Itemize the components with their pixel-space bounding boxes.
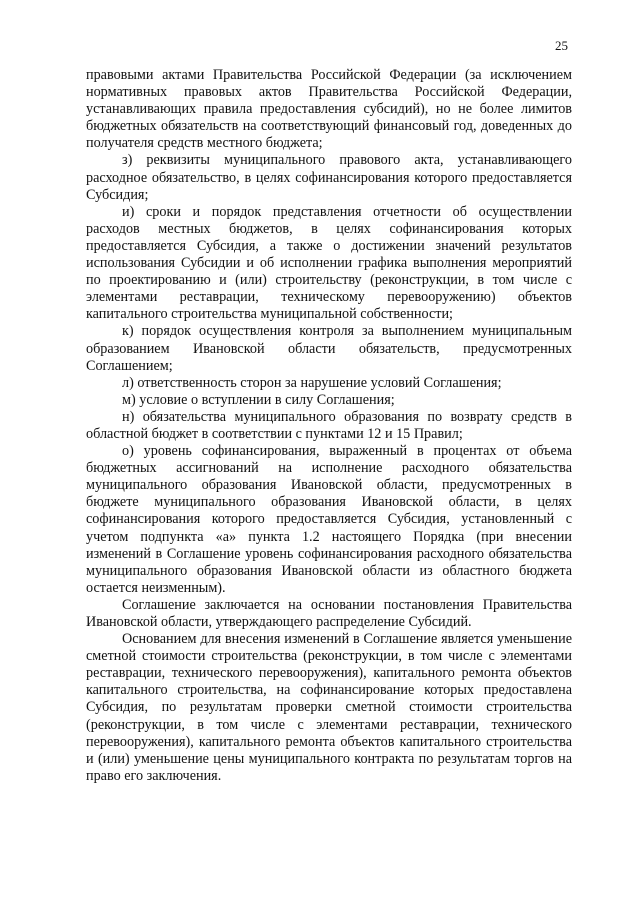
paragraph-budget-limits: правовыми актами Правительства Российской Федерации (за исключением нормативных правовых актов Правительства Российской Федерации, устанавливающих правила предоставления субсидий), но не более лимитов бюджетных обязательств на соответствующий финансовый год, доведенных до получателя средств местного бюджета; [86, 67, 572, 152]
paragraph-item-n: н) обязательства муниципального образования по возврату средств в областной бюджет в соответствии с пунктами 12 и 15 Правил; [86, 408, 572, 442]
paragraph-item-l: л) ответственность сторон за нарушение условий Соглашения; [122, 374, 502, 391]
paragraph-amendment-grounds: Основанием для внесения изменений в Соглашение является уменьшение сметной стоимости строительства (реконструкции, в том числе с элементами реставрации, технического перевооружения), капитального ремонта объектов капитального строительства, на софинансирование которых предоставлена Субсидия, по результатам проверки сметной стоимости строительства (реконструкции, в том числе с элементами реставрации, технического перевооружения), капитального ремонта объектов капитального строительства и (или) уменьшение цены муниципального контракта по результатам торгов на право его заключения. [86, 631, 572, 784]
paragraph-item-m: м) условие о вступлении в силу Соглашения; [122, 391, 395, 408]
paragraph-item-z: з) реквизиты муниципального правового акта, устанавливающего расходное обязательство, в целях софинансирования которого предоставляется Субсидия; [86, 152, 572, 203]
paragraph-item-k: к) порядок осуществления контроля за выполнением муниципальным образованием Ивановской области обязательств, предусмотренных Соглашением; [86, 323, 572, 374]
paragraph-item-i: и) сроки и порядок представления отчетности об осуществлении расходов местных бюджетов, в целях софинансирования которых предоставляется Субсидия, а также о достижении значений результатов использования Субсидии и об исполнении графика выполнения мероприятий по проектированию и (или) строительству (реконструкции, в том числе с элементами реставрации, техническому перевооружению) объектов капитального строительства муниципальной собственности; [86, 203, 572, 323]
paragraph-agreement-basis: Соглашение заключается на основании постановления Правительства Ивановской области, утверждающего распределение Субсидий. [86, 596, 572, 630]
document-body [86, 67, 572, 785]
page-number: 25 [555, 38, 568, 53]
paragraph-item-o: о) уровень софинансирования, выраженный в процентах от объема бюджетных ассигнований на исполнение расходного обязательства муниципального образования Ивановской области, предусмотренных в бюджете муниципального образования Ивановской области, в целях софинансирования которого предоставляется Субсидия, установленный с учетом подпункта «а» пункта 1.2 настоящего Порядка (при внесении изменений в Соглашение уровень софинансирования расходного обязательства муниципального образования Ивановской области из областного бюджета остается неизменным). [86, 443, 572, 596]
